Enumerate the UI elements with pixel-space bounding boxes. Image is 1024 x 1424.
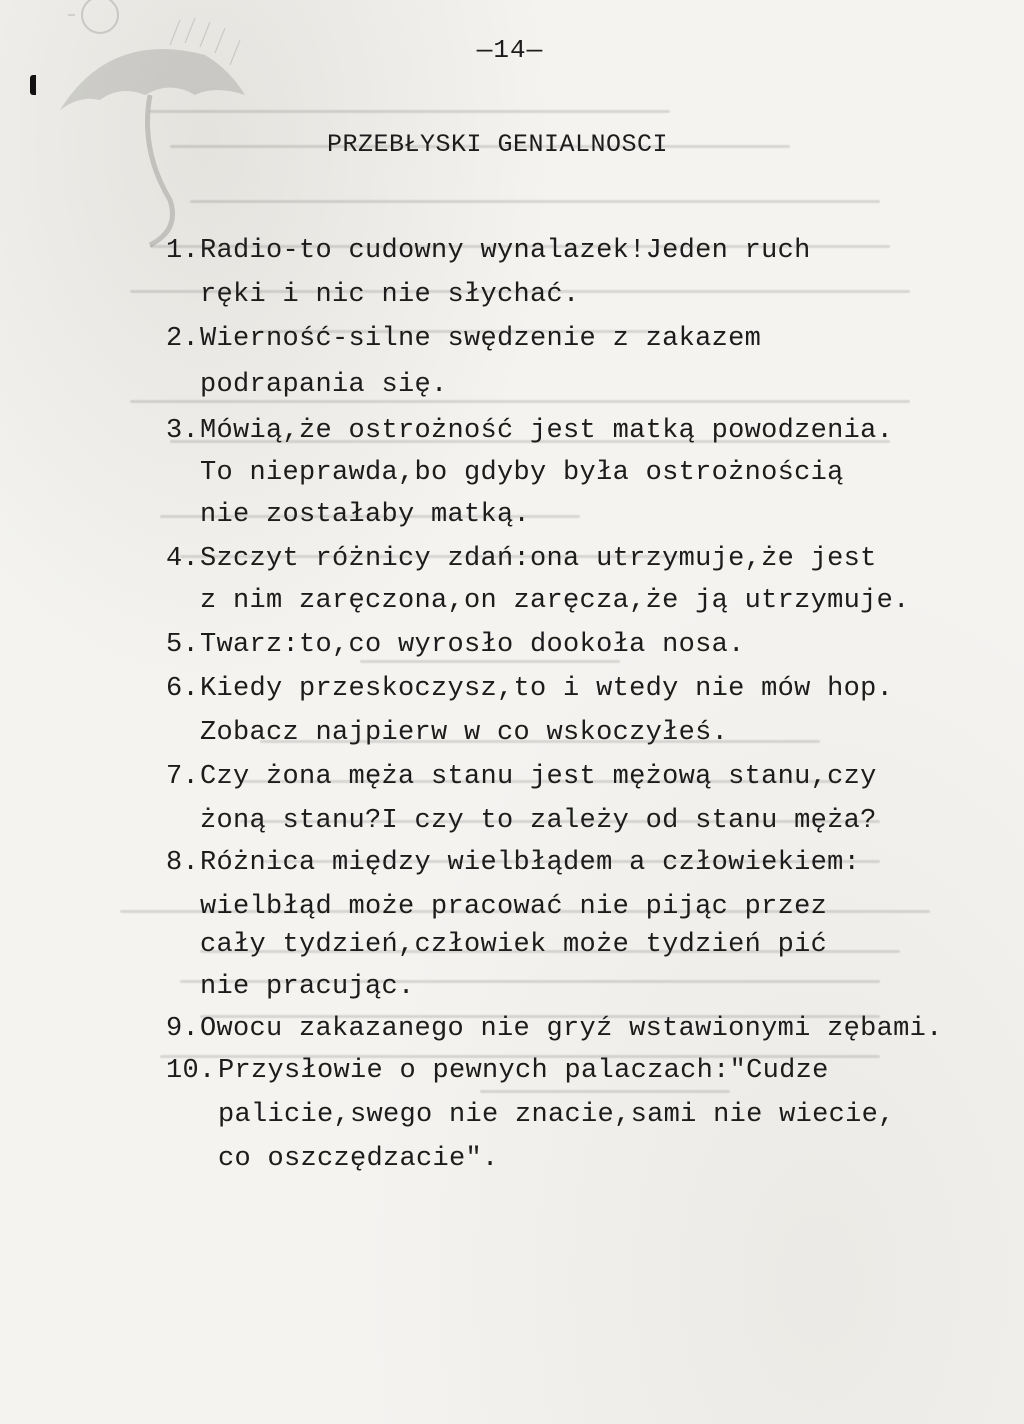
list-item-8-line-3: cały tydzień,człowiek może tydzień pić — [200, 930, 828, 960]
list-item-1-number: 1. — [166, 236, 200, 266]
list-item-7-number: 7. — [166, 762, 200, 792]
list-item-4-line-1: Szczyt różnicy zdań:ona utrzymuje,że jest — [200, 544, 877, 574]
list-item-1-line-1: Radio-to cudowny wynalazek!Jeden ruch — [200, 236, 811, 266]
list-item-6-line-2: Zobacz najpierw w co wskoczyłeś. — [200, 718, 729, 748]
list-item-3-line-1: Mówią,że ostrożność jest matką powodzenia. — [200, 416, 894, 446]
list-item-8-number: 8. — [166, 848, 200, 878]
umbrella-watermark-icon — [30, 0, 260, 250]
list-item-2-number: 2. — [166, 324, 200, 354]
page-title: PRZEBŁYSKI GENIALNOSCI — [327, 130, 669, 159]
list-item-3-line-2: To nieprawda,bo gdyby była ostrożnością — [200, 458, 844, 488]
list-item-4-number: 4. — [166, 544, 200, 574]
list-item-3-number: 3. — [166, 416, 200, 446]
list-item-5-line-1: Twarz:to,co wyrosło dookoła nosa. — [200, 630, 745, 660]
list-item-6-number: 6. — [166, 674, 200, 704]
list-item-1-line-2: ręki i nic nie słychać. — [200, 280, 580, 310]
page-number: —14— — [476, 35, 544, 65]
list-item-8-line-2: wielbłąd może pracować nie pijąc przez — [200, 892, 828, 922]
list-item-9-number: 9. — [166, 1014, 200, 1044]
list-item-6-line-1: Kiedy przeskoczysz,to i wtedy nie mów hop. — [200, 674, 894, 704]
list-item-8-line-1: Różnica między wielbłądem a człowiekiem: — [200, 848, 861, 878]
list-item-2-line-2: podrapania się. — [200, 370, 448, 400]
list-item-10-line-1: Przysłowie o pewnych palaczach:"Cudze — [218, 1056, 829, 1086]
list-item-10-number: 10. — [166, 1056, 216, 1086]
list-item-3-line-3: nie zostałaby matką. — [200, 500, 531, 530]
list-item-4-line-2: z nim zaręczona,on zaręcza,że ją utrzymuje. — [200, 586, 910, 616]
list-item-9-line-1: Owocu zakazanego nie gryź wstawionymi zębami. — [200, 1014, 943, 1044]
list-item-10-line-2: palicie,swego nie znacie,sami nie wiecie, — [218, 1100, 895, 1130]
list-item-8-line-4: nie pracując. — [200, 972, 415, 1002]
list-item-7-line-2: żoną stanu?I czy to zależy od stanu męża? — [200, 806, 877, 836]
list-item-7-line-1: Czy żona męża stanu jest mężową stanu,czy — [200, 762, 877, 792]
list-item-2-line-1: Wierność-silne swędzenie z zakazem — [200, 324, 762, 354]
list-item-5-number: 5. — [166, 630, 200, 660]
list-item-10-line-3: co oszczędzacie". — [218, 1144, 499, 1174]
margin-mark — [30, 75, 36, 95]
